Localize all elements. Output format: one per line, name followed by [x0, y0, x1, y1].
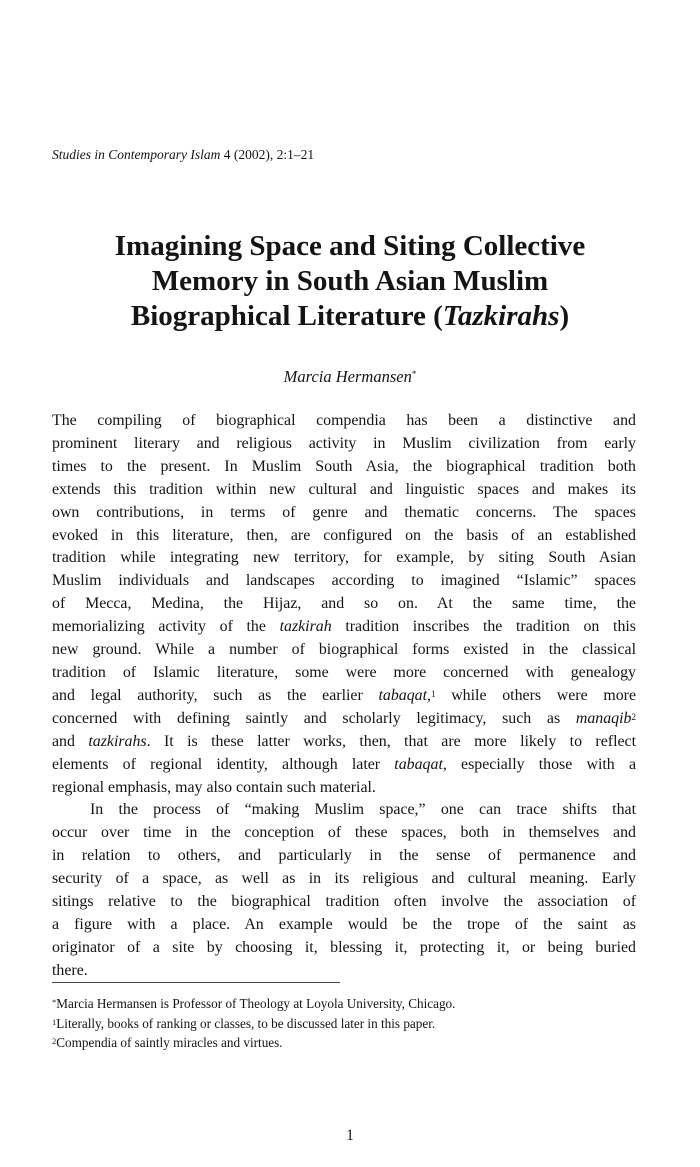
footnote-ref-1[interactable]: 1 [431, 688, 436, 699]
title-italic-term: Tazkirahs [442, 300, 560, 332]
footnote-2: $^2$Compendia of saintly miracles and virtues. [52, 1035, 283, 1050]
text-line: extends this tradition within new cultural and linguistic spaces and makes its [52, 480, 636, 498]
article-title [40, 229, 660, 334]
text-line: new ground. While a number of biographical forms existed in the classical [52, 641, 636, 659]
text-line: there. [52, 961, 88, 979]
text-line: concerned with defining saintly and scholarly legitimacy, such as manaqib$^2$ [52, 709, 636, 727]
text-line: and tazkirahs. It is these latter works, then, that are more likely to reflect [52, 732, 637, 750]
text-line: regional emphasis, may also contain such material. [52, 778, 376, 796]
text-line: originator of a site by choosing it, blessing it, protecting it, or being buried [52, 938, 636, 956]
footnote-author: *Marcia Hermansen is Professor of Theology at Loyola University, Chicago. [52, 996, 456, 1011]
italic-term: tazkirahs [88, 732, 147, 750]
text-line: evoked in this literature, then, are configured on the basis of an established [52, 526, 636, 544]
footnote-mark: 1 [52, 1016, 57, 1027]
text-line: memorializing activity of the tazkirah tradition inscribes the tradition on this [52, 618, 636, 636]
text-line: Muslim individuals and landscapes according to imagined “Islamic” spaces [52, 572, 636, 590]
footnote-mark: * [52, 997, 57, 1007]
text-line: times to the present. In Muslim South Asia, the biographical tradition both [52, 457, 636, 475]
italic-term: tabaqat, [378, 686, 431, 704]
italic-term: tazkirah [279, 618, 332, 636]
title-line-2: Memory in South Asian Muslim [151, 265, 549, 297]
text-line: and legal authority, such as the earlier tabaqat,$^1$ while others were more [52, 686, 637, 704]
italic-term: tabaqat [394, 755, 443, 773]
italic-term: manaqib [575, 709, 632, 727]
text-line: in relation to others, and particularly in the sense of permanence and [52, 847, 636, 865]
title-line-1: Imagining Space and Siting Collective [114, 230, 586, 262]
text-line: sitings relative to the biographical tradition often involve the association of [52, 893, 636, 911]
journal-name: Studies in Contemporary Islam [52, 147, 221, 162]
text-line: The compiling of biographical compendia has been a distinctive and [52, 412, 636, 429]
text-line: prominent literary and religious activity in Muslim civilization from early [52, 434, 636, 452]
author-footnote-mark: * [411, 369, 417, 379]
journal-volume-pages: 4 (2002), 2:1–21 [220, 147, 315, 162]
footnote-ref-2[interactable]: 2 [631, 711, 636, 722]
footnote-mark: 2 [52, 1036, 57, 1046]
text-line: a figure with a place. An example would be the trope of the saint as [52, 915, 636, 933]
text-line: tradition of Islamic literature, some were more concerned with genealogy [52, 663, 636, 681]
text-line: security of a space, as well as in its religious and cultural meaning. Early [52, 870, 636, 888]
text-line: occur over time in the conception of these spaces, both in themselves and [52, 824, 636, 842]
footnotes [52, 994, 652, 1053]
paragraph-1 [52, 410, 636, 799]
title-line-3: Biographical Literature (Tazkirahs) [130, 300, 570, 332]
page-number: 1 [346, 1127, 354, 1144]
footnote-divider [52, 982, 340, 983]
footnote-1: $^1$Literally, books of ranking or classes, to be discussed later in this paper. [52, 1015, 436, 1031]
text-line: elements of regional identity, although later tabaqat, especially those with a [52, 755, 636, 773]
journal-citation [52, 146, 314, 164]
text-line: own contributions, in terms of genre and thematic concerns. The spaces [52, 503, 636, 521]
text-line: In the process of “making Muslim space,” one can trace shifts that [90, 801, 636, 819]
text-line: tradition while integrating new territory, for example, by siting South Asian [52, 549, 636, 567]
article-body [52, 410, 636, 983]
text-line: of Mecca, Medina, the Hijaz, and so on. At the same time, the [52, 595, 636, 613]
paragraph-2 [52, 799, 636, 982]
author-name: Marcia Hermansen* [283, 367, 417, 386]
